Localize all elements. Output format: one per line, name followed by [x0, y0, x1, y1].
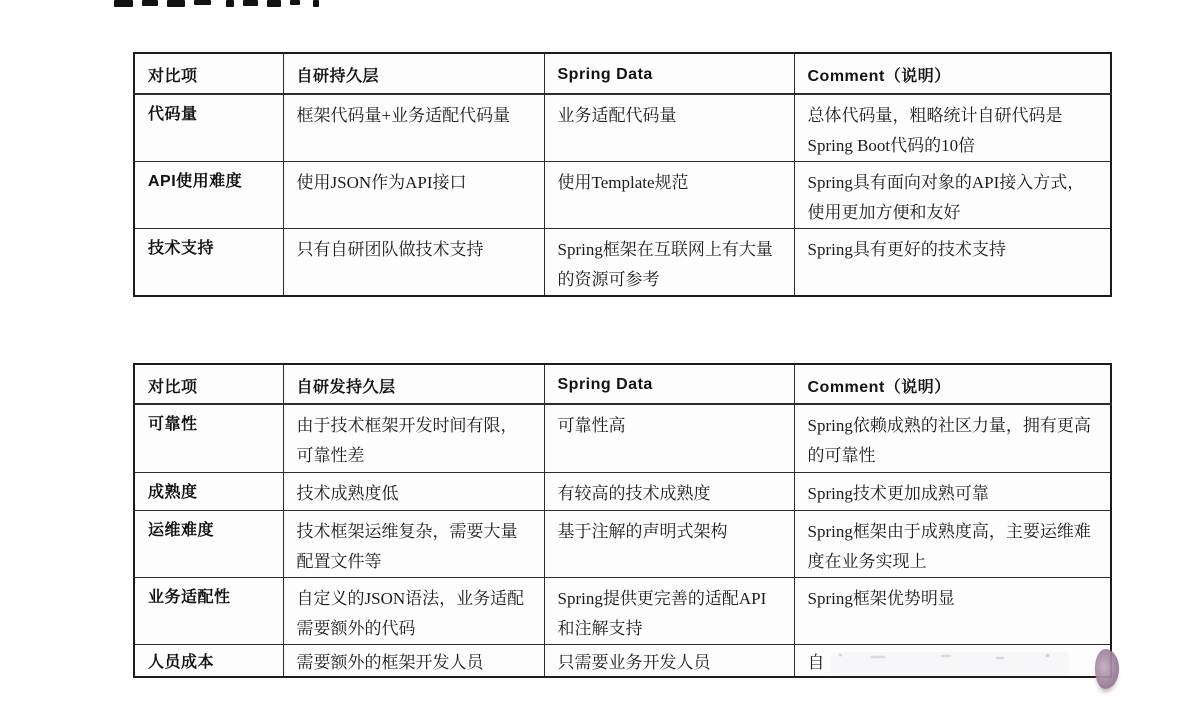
cell-comment: Spring具有面向对象的API接入方式，使用更加方便和友好: [794, 162, 1111, 229]
header-comment: Comment（说明）: [794, 53, 1111, 94]
cell-self: 需要额外的框架开发人员: [283, 644, 544, 677]
table-row: [134, 404, 1111, 472]
table-header-row: [134, 364, 1111, 404]
cell-comment: Spring框架优势明显: [794, 577, 1111, 644]
cell-spring: Spring框架在互联网上有大量的资源可参考: [544, 229, 794, 297]
cell-self: 自定义的JSON语法，业务适配需要额外的代码: [283, 577, 544, 644]
cell-spring: 基于注解的声明式架构: [544, 510, 794, 577]
clipped-text-fragment: [114, 0, 434, 9]
purple-ink-smudge: [1095, 649, 1119, 689]
cell-self: 技术框架运维复杂，需要大量配置文件等: [283, 510, 544, 577]
comparison-table-1: [133, 52, 1112, 297]
cell-spring: 使用Template规范: [544, 162, 794, 229]
row-header-cell: 业务适配性: [134, 577, 283, 644]
cell-self: 使用JSON作为API接口: [283, 162, 544, 229]
header-spring-data: Spring Data: [544, 53, 794, 94]
cell-comment: Spring技术更加成熟可靠: [794, 472, 1111, 510]
row-header-cell: 可靠性: [134, 404, 283, 472]
cell-comment: Spring具有更好的技术支持: [794, 229, 1111, 297]
row-header-cell: 运维难度: [134, 510, 283, 577]
table-row: [134, 94, 1111, 162]
row-header-cell: 人员成本: [134, 644, 283, 677]
header-compare-item: 对比项: [134, 364, 283, 404]
cell-spring: Spring提供更完善的适配API和注解支持: [544, 577, 794, 644]
header-comment: Comment（说明）: [794, 364, 1111, 404]
header-self-layer: 自研持久层: [283, 53, 544, 94]
table-row: [134, 577, 1111, 644]
table-header-row: [134, 53, 1111, 94]
cell-spring: 有较高的技术成熟度: [544, 472, 794, 510]
row-header-cell: 代码量: [134, 94, 283, 162]
cell-comment-text: 自: [807, 652, 825, 672]
header-spring-data: Spring Data: [544, 364, 794, 404]
cell-comment: Spring依赖成熟的社区力量，拥有更高的可靠性: [794, 404, 1111, 472]
table-row: [134, 644, 1111, 677]
cell-self: 只有自研团队做技术支持: [283, 229, 544, 297]
erased-content-smudge: [831, 652, 1069, 676]
header-compare-item: 对比项: [134, 53, 283, 94]
cell-spring: 可靠性高: [544, 404, 794, 472]
cell-self: 由于技术框架开发时间有限，可靠性差: [283, 404, 544, 472]
cell-comment: Spring框架由于成熟度高，主要运维难度在业务实现上: [794, 510, 1111, 577]
header-self-layer: 自研发持久层: [283, 364, 544, 404]
cell-comment: 总体代码量，粗略统计自研代码是Spring Boot代码的10倍: [794, 94, 1111, 162]
table-row: [134, 472, 1111, 510]
cell-spring: 只需要业务开发人员: [544, 644, 794, 677]
table-row: [134, 229, 1111, 297]
cell-self: 技术成熟度低: [283, 472, 544, 510]
cell-spring: 业务适配代码量: [544, 94, 794, 162]
row-header-cell: 成熟度: [134, 472, 283, 510]
cell-self: 框架代码量+业务适配代码量: [283, 94, 544, 162]
table-row: [134, 510, 1111, 577]
comparison-table-2: [133, 363, 1112, 678]
row-header-cell: API使用难度: [134, 162, 283, 229]
cell-comment: [794, 644, 1111, 677]
row-header-cell: 技术支持: [134, 229, 283, 297]
table-row: [134, 162, 1111, 229]
